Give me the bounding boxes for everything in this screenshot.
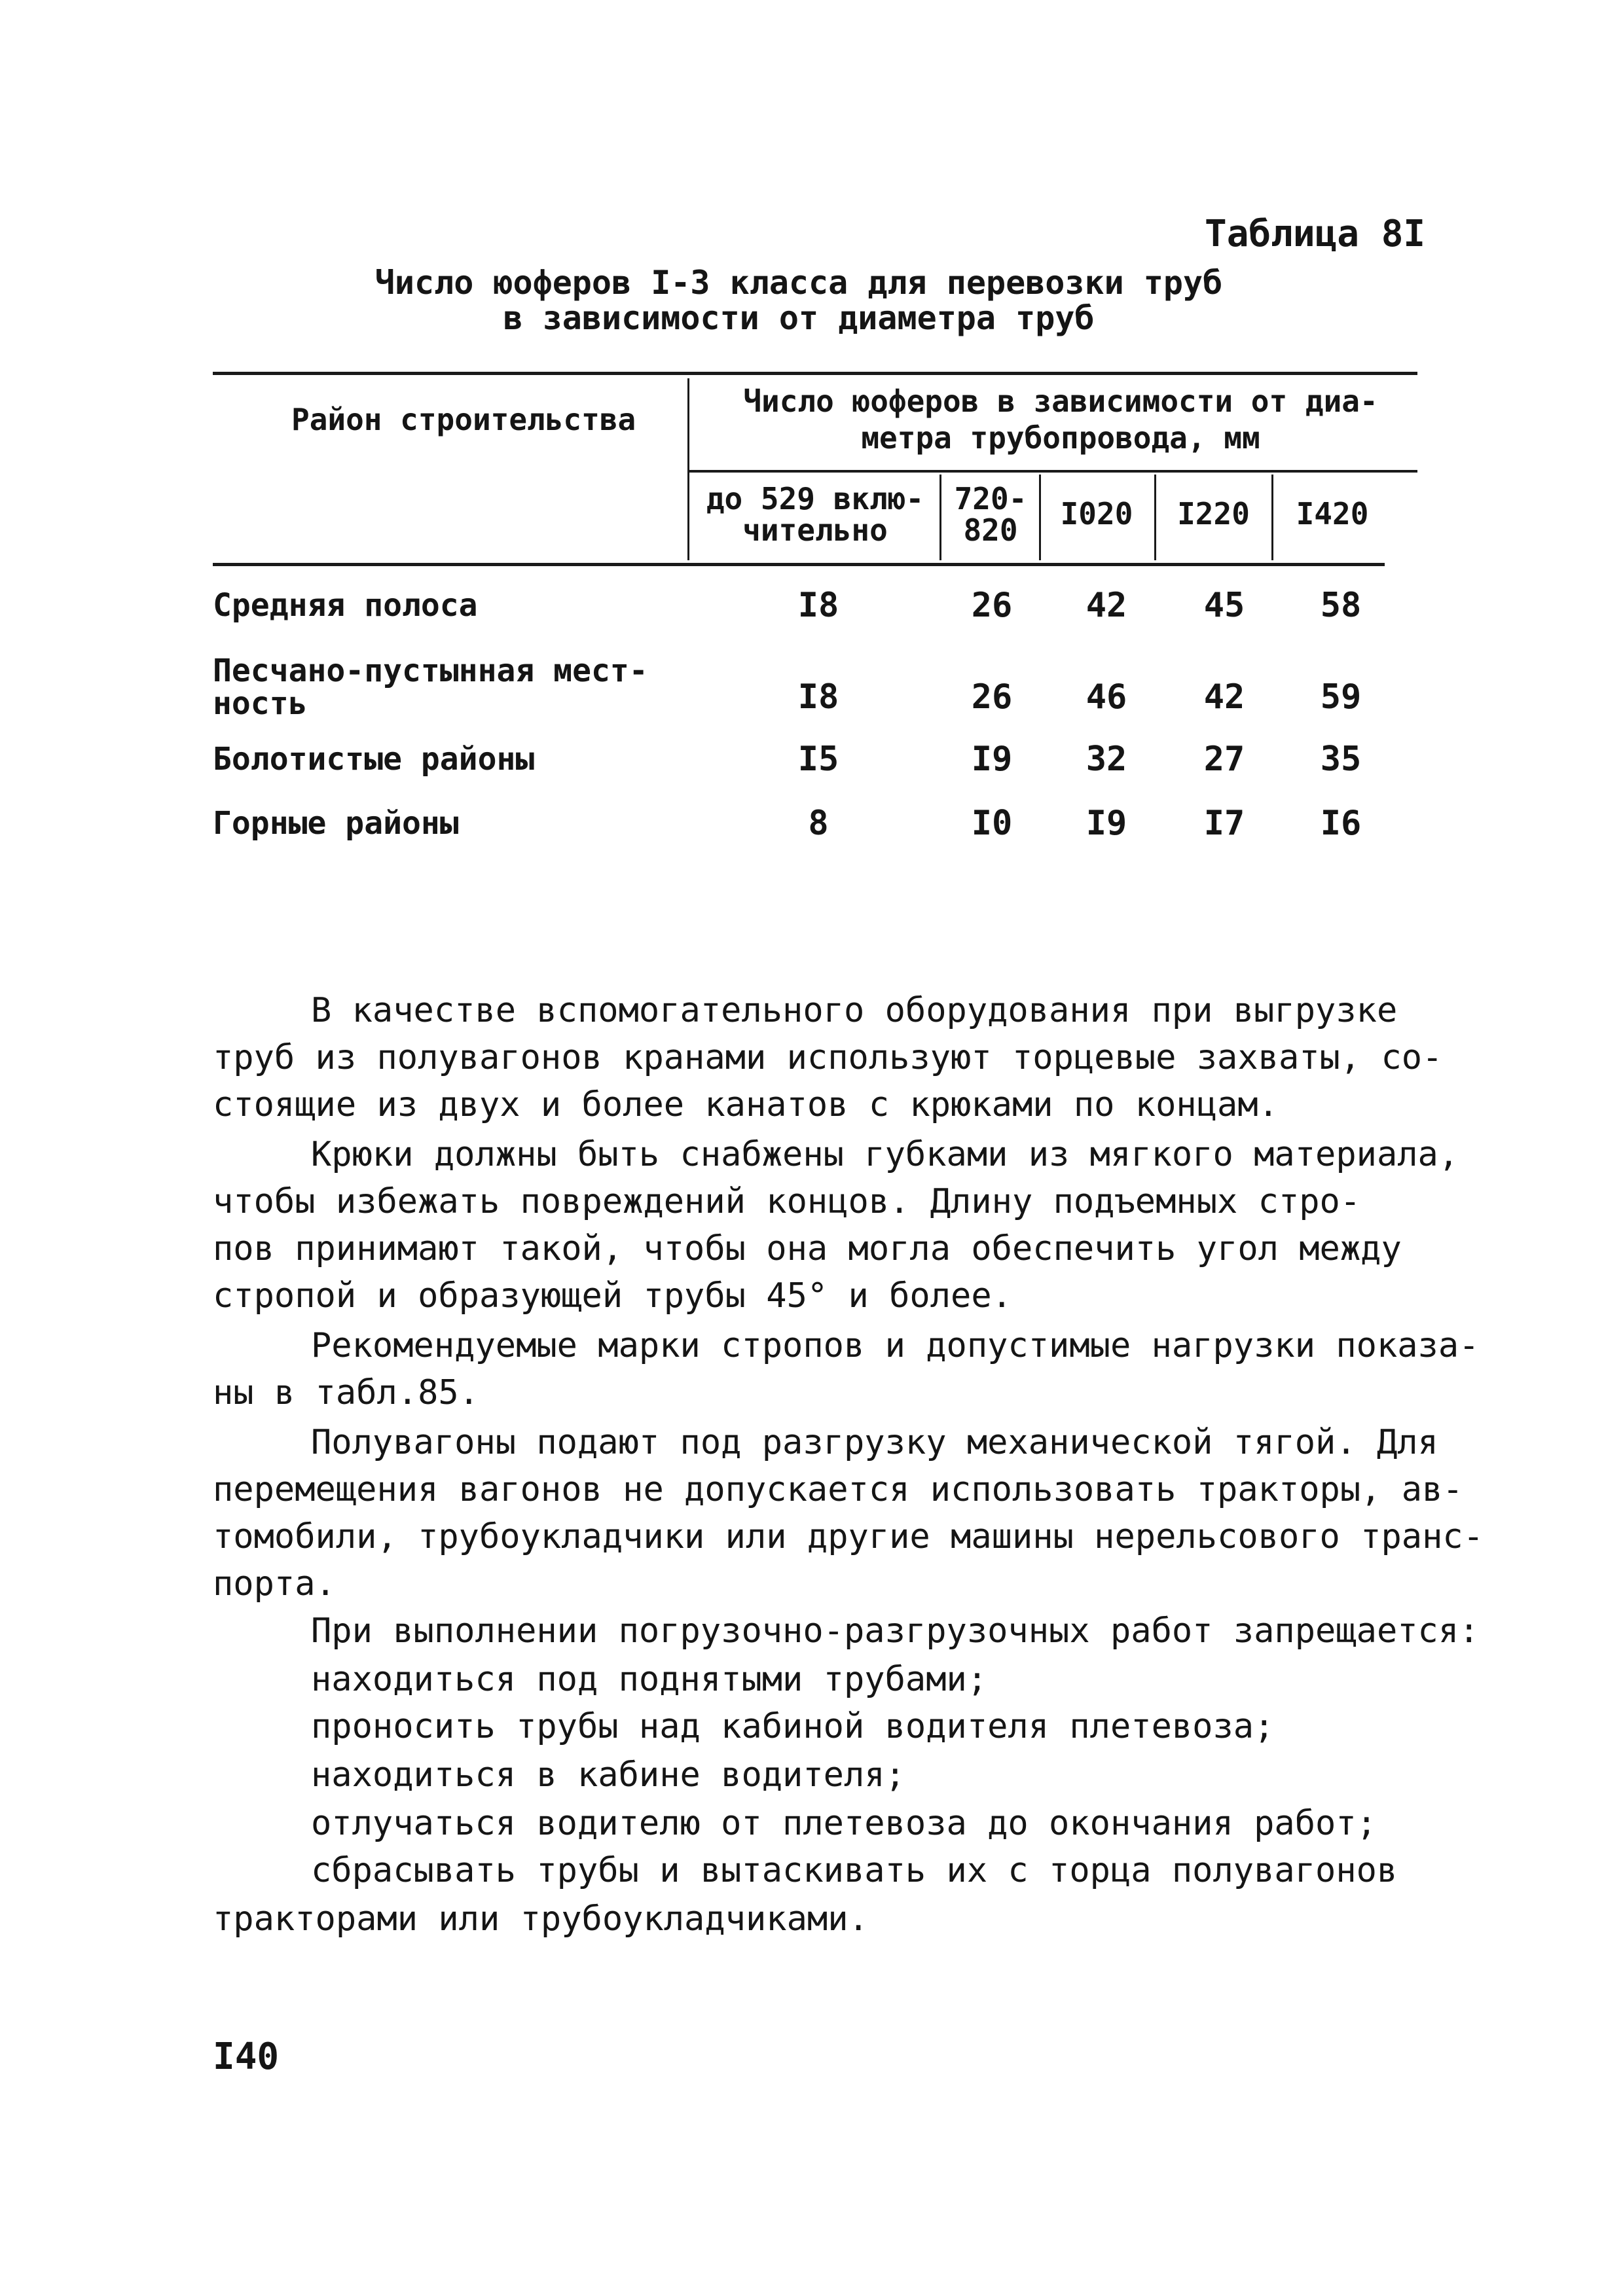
column-header-region: Район строительства: [291, 402, 636, 437]
table-label: Таблица 8I: [1205, 213, 1426, 255]
body-text-line: Рекомендуемые марки стропов и допустимые нагрузки показа-: [311, 1326, 1480, 1365]
column-header-diameter-1420: I420: [1296, 496, 1369, 531]
row-region-name-line-1: Песчано-пустынная мест-: [213, 653, 648, 689]
table-cell: I8: [797, 586, 839, 625]
column-group-header-line-1: Число юоферов в зависимости от диа-: [743, 384, 1378, 419]
table-cell: 46: [1085, 677, 1127, 717]
column-group-header: [710, 383, 1411, 456]
table-cell: I0: [971, 804, 1013, 843]
column-group-header-line-2: метра трубопровода, мм: [861, 420, 1260, 456]
body-text-line: находиться в кабине водителя;: [311, 1755, 905, 1795]
body-text-line: проносить трубы над кабиной водителя плетевоза;: [311, 1707, 1275, 1746]
column-header-diameter-1020: I020: [1060, 496, 1133, 531]
column-header-diameter-529: [694, 483, 936, 546]
header-divider: [939, 475, 941, 560]
body-text-line: стоящие из двух и более канатов с крюками по концам.: [213, 1085, 1279, 1124]
table-cell: 26: [971, 677, 1013, 717]
body-text-line: находиться под поднятыми трубами;: [311, 1660, 988, 1699]
body-text-line: отлучаться водителю от плетевоза до окончания работ;: [311, 1804, 1377, 1843]
row-region-name: Горные районы: [213, 805, 459, 842]
table-top-rule: [213, 372, 1417, 375]
body-text-line: пов принимают такой, чтобы она могла обеспечить угол между: [213, 1229, 1402, 1268]
table-cell: 26: [971, 586, 1013, 625]
table-cell: I9: [971, 740, 1013, 779]
body-text-line: Крюки должны быть снабжены губками из мягкого материала,: [311, 1135, 1459, 1174]
table-cell: 42: [1085, 586, 1127, 625]
body-text-line: стропой и образующей трубы 45° и более.: [213, 1276, 1012, 1316]
table-cell: 59: [1320, 677, 1362, 717]
header-bottom-rule: [213, 563, 1385, 566]
column-header-diameter-720-820-line-1: 720-: [954, 481, 1027, 516]
column-header-diameter-720-820: [945, 483, 1036, 546]
header-divider: [1271, 475, 1273, 560]
caption-line-2: в зависимости от диаметра труб: [503, 299, 1095, 337]
body-text-line: тракторами или трубоукладчиками.: [213, 1899, 869, 1939]
caption-line-1: Число юоферов I-3 класса для перевозки труб: [374, 264, 1223, 302]
body-text-line: ны в табл.85.: [213, 1373, 479, 1412]
body-text-line: томобили, трубоукладчики или другие машины нерельсового транс-: [213, 1517, 1484, 1556]
table-cell: I7: [1203, 804, 1245, 843]
header-divider: [1039, 475, 1041, 560]
table-cell: 8: [808, 804, 829, 843]
body-text-line: чтобы избежать повреждений концов. Длину подъемных стро-: [213, 1182, 1361, 1221]
column-header-diameter-529-line-1: до 529 вклю-: [706, 481, 924, 516]
body-text-line: порта.: [213, 1564, 336, 1604]
header-divider: [1154, 475, 1156, 560]
row-region-name: [213, 655, 648, 720]
table-caption: [236, 265, 1362, 336]
column-header-diameter-720-820-line-2: 820: [963, 512, 1018, 548]
table-cell: 42: [1203, 677, 1245, 717]
body-text-line: Полувагоны подают под разгрузку механической тягой. Для: [311, 1423, 1438, 1462]
body-text-line: перемещения вагонов не допускается использовать тракторы, ав-: [213, 1470, 1463, 1509]
row-region-name: Болотистые районы: [213, 741, 535, 778]
header-mid-rule: [687, 470, 1417, 473]
row-region-name: Средняя полоса: [213, 587, 478, 624]
table-cell: 45: [1203, 586, 1245, 625]
body-text-line: При выполнении погрузочно-разгрузочных работ запрещается:: [311, 1611, 1480, 1651]
table-cell: 58: [1320, 586, 1362, 625]
table-cell: I9: [1085, 804, 1127, 843]
body-text-line: труб из полувагонов кранами используют торцевые захваты, со-: [213, 1038, 1443, 1077]
table-cell: I5: [797, 740, 839, 779]
table-cell: 35: [1320, 740, 1362, 779]
page-number: I40: [213, 2036, 280, 2078]
table-cell: I8: [797, 677, 839, 717]
row-region-name-line-2: ность: [213, 685, 308, 722]
table-cell: I6: [1320, 804, 1362, 843]
table-cell: 32: [1085, 740, 1127, 779]
body-text-line: В качестве вспомогательного оборудования при выгрузке: [311, 991, 1398, 1030]
table-cell: 27: [1203, 740, 1245, 779]
column-header-diameter-1220: I220: [1177, 496, 1250, 531]
header-divider: [687, 378, 689, 560]
column-header-diameter-529-line-2: чительно: [742, 512, 888, 548]
body-text-line: сбрасывать трубы и вытаскивать их с торца полувагонов: [311, 1851, 1398, 1890]
